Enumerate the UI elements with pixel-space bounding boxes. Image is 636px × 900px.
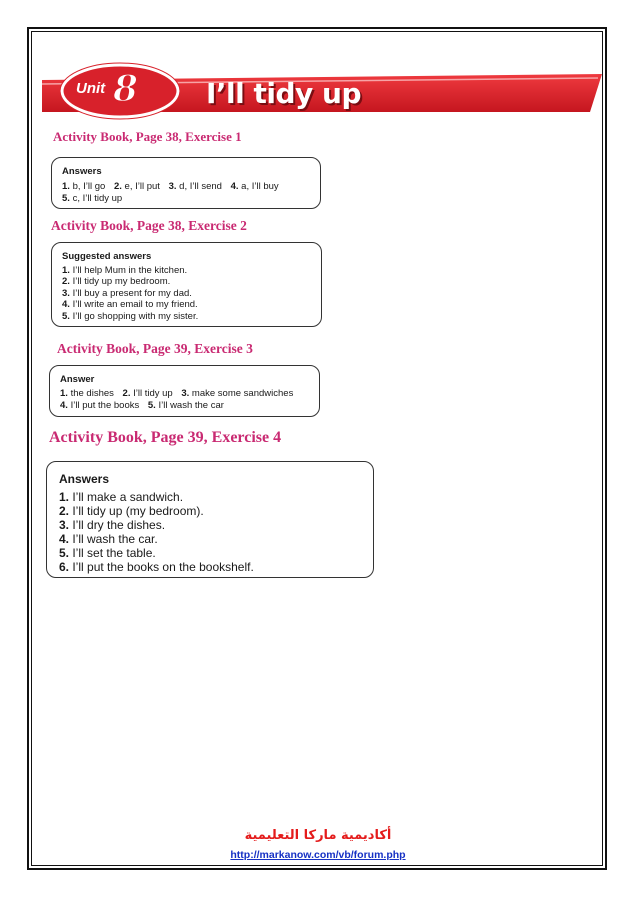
footer-academy-name: أكاديمية ماركا التعليمية [244, 828, 392, 843]
exercise-3-line: 1. the dishes 2. I’ll tidy up 3. make some sandwiches [60, 388, 294, 399]
exercise-4-box-title: Answers [59, 472, 110, 486]
exercise-1-box-title: Answers [62, 166, 102, 177]
exercise-2-line: 1. I’ll help Mum in the kitchen. [62, 264, 188, 276]
exercise-3-line: 4. I’ll put the books 5. I’ll wash the car [60, 400, 224, 411]
exercise-4-line: 5. I’ll set the table. [59, 546, 156, 560]
exercise-4-heading: Activity Book, Page 39, Exercise 4 [49, 429, 282, 446]
exercise-4-line: 6. I’ll put the books on the bookshelf. [59, 560, 254, 574]
exercise-2-line: 4. I’ll write an email to my friend. [62, 299, 198, 310]
exercise-2-line: 5. I’ll go shopping with my sister. [62, 310, 199, 322]
exercise-2-answer-box [51, 242, 322, 327]
exercise-4-line: 2. I’ll tidy up (my bedroom). [59, 504, 204, 518]
exercise-1-heading: Activity Book, Page 38, Exercise 1 [53, 129, 242, 144]
exercise-2-line: 2. I’ll tidy up my bedroom. [62, 276, 171, 287]
exercise-4-answer-box [46, 461, 374, 578]
unit-word: Unit [76, 80, 106, 97]
exercise-4-line: 3. I’ll dry the dishes. [59, 518, 166, 532]
exercise-3-heading: Activity Book, Page 39, Exercise 3 [57, 341, 253, 356]
exercise-2-line: 3. I’ll buy a present for my dad. [62, 287, 192, 299]
exercise-4-line: 4. I’ll wash the car. [59, 532, 158, 546]
exercise-2-box-title: Suggested answers [62, 251, 152, 262]
exercise-1-line: 5. c, I’ll tidy up [62, 193, 123, 204]
footer-forum-link[interactable]: http://markanow.com/vb/forum.php [230, 849, 406, 861]
unit-title: I’ll tidy up [206, 77, 361, 110]
unit-number: 8 [113, 68, 139, 110]
exercise-2-heading: Activity Book, Page 38, Exercise 2 [51, 218, 247, 233]
exercise-1-line: 1. b, I’ll go 2. e, I’ll put 3. d, I’ll send 4. a, I’ll buy [62, 181, 279, 192]
exercise-1-answer-box [51, 157, 321, 209]
exercise-3-answer-box [49, 365, 320, 417]
exercise-3-box-title: Answer [60, 374, 95, 385]
exercise-4-line: 1. I’ll make a sandwich. [59, 490, 184, 504]
